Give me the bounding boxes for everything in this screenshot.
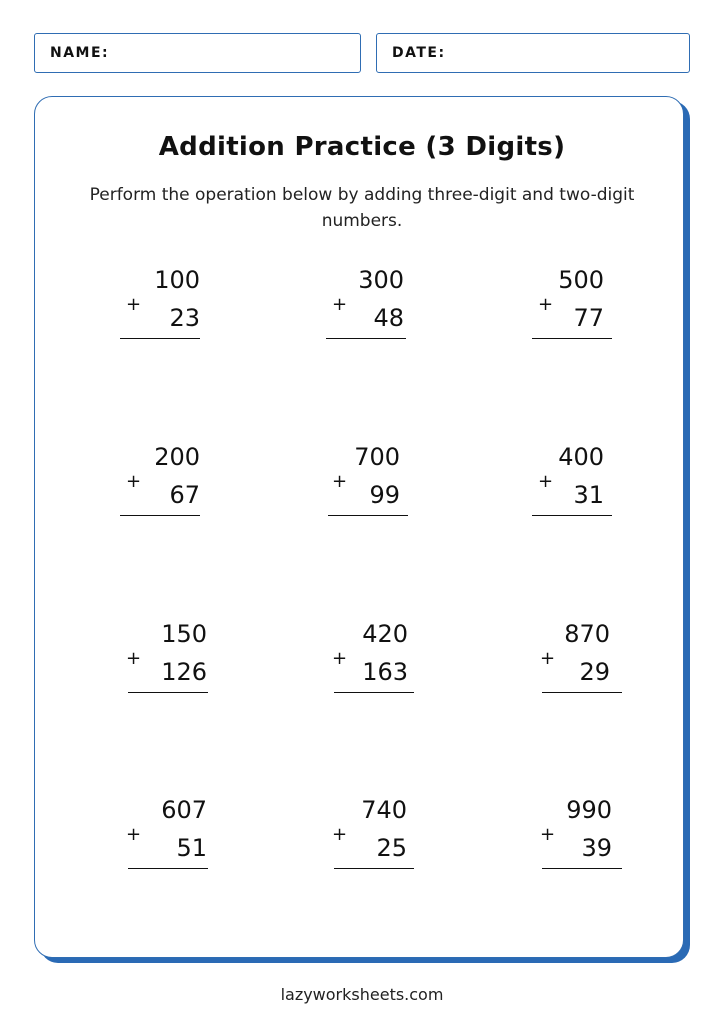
problem-top-number: 200 xyxy=(154,443,200,471)
problem-top-number: 150 xyxy=(161,620,207,648)
plus-sign: + xyxy=(332,648,348,669)
problem-4 xyxy=(120,443,240,533)
answer-line xyxy=(328,515,408,516)
problem-bottom-number: 39 xyxy=(581,834,612,862)
problem-bottom-number: 163 xyxy=(362,658,408,686)
name-label: NAME: xyxy=(50,45,110,61)
plus-sign: + xyxy=(332,471,348,492)
answer-line xyxy=(326,338,406,339)
problem-top-number: 400 xyxy=(558,443,604,471)
date-label: DATE: xyxy=(392,45,446,61)
problem-top-number: 100 xyxy=(154,266,200,294)
plus-sign: + xyxy=(126,824,142,845)
problem-3 xyxy=(532,266,652,356)
plus-sign: + xyxy=(126,294,142,315)
plus-sign: + xyxy=(540,648,556,669)
problem-5 xyxy=(326,443,446,533)
problem-1 xyxy=(120,266,240,356)
answer-line xyxy=(120,338,200,339)
problem-top-number: 990 xyxy=(566,796,612,824)
problem-top-number: 870 xyxy=(564,620,610,648)
answer-line xyxy=(128,692,208,693)
plus-sign: + xyxy=(538,294,554,315)
plus-sign: + xyxy=(538,471,554,492)
answer-line xyxy=(334,868,414,869)
problem-top-number: 420 xyxy=(362,620,408,648)
answer-line xyxy=(532,338,612,339)
problem-top-number: 700 xyxy=(354,443,400,471)
problem-8 xyxy=(326,620,446,710)
answer-line xyxy=(542,868,622,869)
problem-bottom-number: 99 xyxy=(369,481,400,509)
problem-bottom-number: 77 xyxy=(573,304,604,332)
problem-bottom-number: 23 xyxy=(169,304,200,332)
answer-line xyxy=(532,515,612,516)
problem-bottom-number: 48 xyxy=(373,304,404,332)
problem-bottom-number: 31 xyxy=(573,481,604,509)
problem-bottom-number: 25 xyxy=(376,834,407,862)
problem-top-number: 500 xyxy=(558,266,604,294)
problem-2 xyxy=(326,266,446,356)
plus-sign: + xyxy=(540,824,556,845)
problem-top-number: 607 xyxy=(161,796,207,824)
plus-sign: + xyxy=(126,648,142,669)
answer-line xyxy=(334,692,414,693)
problem-bottom-number: 67 xyxy=(169,481,200,509)
answer-line xyxy=(128,868,208,869)
problem-12 xyxy=(534,796,654,886)
plus-sign: + xyxy=(332,824,348,845)
plus-sign: + xyxy=(332,294,348,315)
problem-10 xyxy=(120,796,240,886)
problem-bottom-number: 51 xyxy=(176,834,207,862)
answer-line xyxy=(542,692,622,693)
worksheet-instructions: Perform the operation below by adding three-digit and two-digit numbers. xyxy=(89,185,635,231)
name-field[interactable] xyxy=(34,33,361,73)
problem-bottom-number: 29 xyxy=(579,658,610,686)
plus-sign: + xyxy=(126,471,142,492)
worksheet-title: Addition Practice (3 Digits) xyxy=(158,132,566,162)
problem-7 xyxy=(120,620,240,710)
date-field[interactable] xyxy=(376,33,690,73)
problem-9 xyxy=(534,620,654,710)
problem-top-number: 300 xyxy=(358,266,404,294)
problem-6 xyxy=(532,443,652,533)
footer-site-link[interactable]: lazyworksheets.com xyxy=(280,985,444,1004)
answer-line xyxy=(120,515,200,516)
problem-bottom-number: 126 xyxy=(161,658,207,686)
problem-11 xyxy=(326,796,446,886)
problem-top-number: 740 xyxy=(361,796,407,824)
